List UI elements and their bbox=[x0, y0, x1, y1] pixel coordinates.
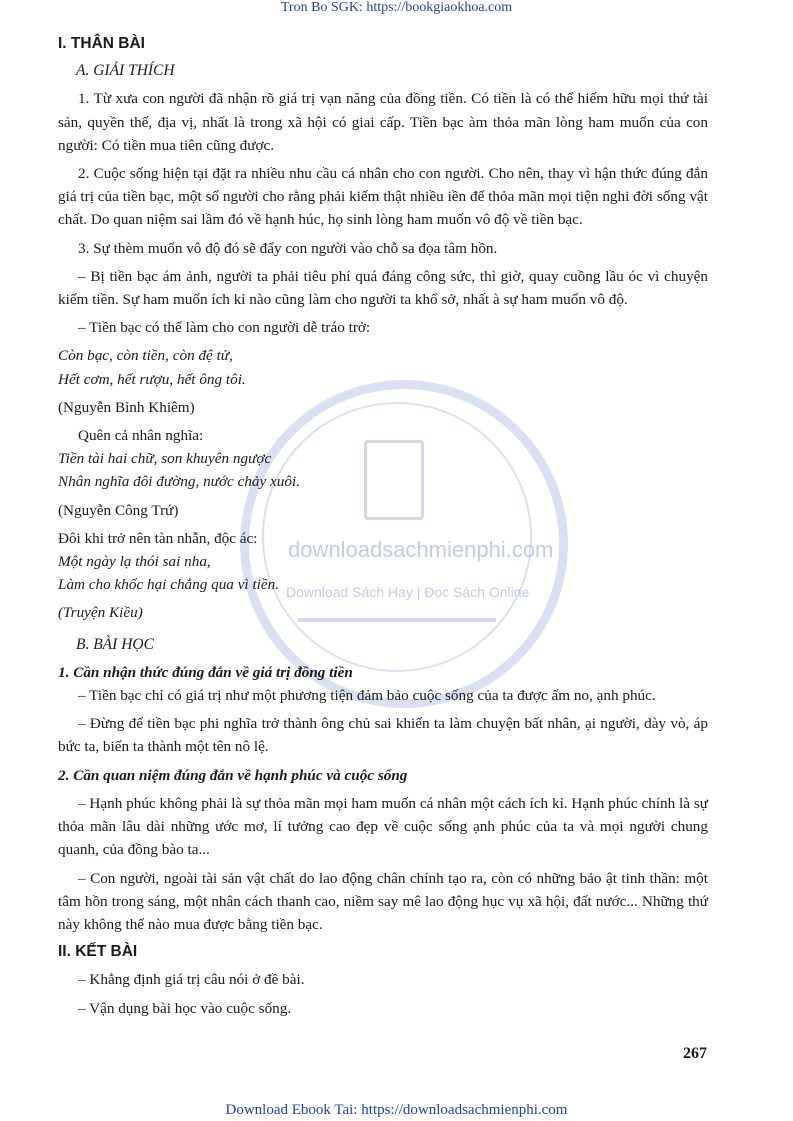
part-title-bai-hoc: B. BÀI HỌC bbox=[76, 635, 154, 653]
poem-1-line-2: Hết cơm, hết rượu, hết ông tôi. bbox=[58, 370, 246, 388]
paragraph-2: 2. Cuộc sống hiện tại đặt ra nhiều nhu cầu cá nhân cho con người. Cho nên, thay vì hận thức đúng đắn giá trị của tiền bạc, một số người cho rằng phải kiếm thật nhiều iền để thỏa mãn mọi tiện nghi đời sống vật chất. Do quan niệm sai lầm đó về hạnh húc, họ sinh lòng ham muốn vô độ về tiền bạc. bbox=[58, 165, 708, 229]
paragraph-1: 1. Từ xưa con người đã nhận rõ giá trị vạn năng của đồng tiền. Có tiền là có thể hiếm hữu mọi thứ tài sản, quyền thế, địa vị, nhất là trong xã hội có giai cấp. Tiền bạc àm thỏa mãn lòng ham muốn của con người: Có tiền mua tiên cũng được. bbox=[58, 90, 708, 154]
lesson-bullet-3: – Hạnh phúc không phải là sự thỏa mãn mọi ham muốn cá nhân một cách ích kỉ. Hạnh phúc chính là sự thỏa mãn lâu dài những ước mơ, lí tưởng cao đẹp về cuộc sống ạnh phúc của ta và mọi người chung quanh, của đồng bào ta... bbox=[58, 794, 708, 859]
subheading-1: 1. Cần nhận thức đúng đắn về giá trị đồng tiền bbox=[58, 663, 353, 681]
page-content bbox=[58, 32, 708, 1020]
lesson-bullet-2: – Đừng để tiền bạc phi nghĩa trở thành ông chủ sai khiến ta làm chuyện bất nhân, ại người, dày vò, áp bức ta, biến ta thành một tên nô lệ. bbox=[58, 715, 708, 756]
poem-1-line-1: Còn bạc, còn tiền, còn đệ tử, bbox=[58, 347, 233, 365]
watermark-text: downloadsachmienphi.com bbox=[288, 537, 554, 562]
poem-3-author: (Truyện Kiều) bbox=[58, 604, 143, 622]
poem-2-line-1: Tiền tài hai chữ, son khuyên ngược bbox=[58, 450, 272, 468]
paragraph-4: – Bị tiền bạc ám ảnh, người ta phải tiêu phí quá đáng công sức, thì giờ, quay cuồng lầu óc vì chuyện kiếm tiền. Sự ham muốn ích kỉ nào cũng làm cho người ta khổ sở, nhất à sự ham muốn vô độ. bbox=[58, 267, 708, 309]
part-title-giai-thich: A. GIẢI THÍCH bbox=[76, 62, 175, 80]
poem-1-author: (Nguyễn Bỉnh Khiêm) bbox=[58, 398, 195, 416]
paragraph-7: Đôi khi trở nên tàn nhẫn, độc ác: bbox=[58, 529, 258, 547]
section-title-than-bai: I. THÂN BÀI bbox=[58, 35, 145, 52]
paragraph-5: – Tiền bạc có thể làm cho con người dễ tráo trở: bbox=[78, 319, 371, 337]
poem-3-line-2: Làm cho khốc hại chẳng qua vì tiền. bbox=[58, 576, 280, 594]
poem-3-line-1: Một ngày lạ thói sai nha, bbox=[58, 553, 211, 571]
lesson-bullet-1: – Tiền bạc chỉ có giá trị như một phương tiện đảm bảo cuộc sống của ta được ấm no, ạnh phúc. bbox=[78, 687, 656, 705]
footer-link[interactable]: Download Ebook Tai: https://downloadsachmienphi.com bbox=[225, 1102, 568, 1118]
page-number: 267 bbox=[683, 1045, 707, 1062]
poem-2-author: (Nguyễn Công Trứ) bbox=[58, 501, 179, 519]
paragraph-6: Quên cả nhân nghĩa: bbox=[78, 427, 204, 445]
conclusion-bullet-1: – Khẳng định giá trị câu nói ở đề bài. bbox=[78, 971, 305, 989]
poem-2-line-2: Nhân nghĩa đôi đường, nước chảy xuôi. bbox=[58, 473, 300, 491]
subheading-2: 2. Cần quan niệm đúng đắn về hạnh phúc và cuộc sống bbox=[58, 766, 408, 784]
header-link[interactable]: Tron Bo SGK: https://bookgiaokhoa.com bbox=[280, 0, 513, 15]
lesson-bullet-4: – Con người, ngoài tài sản vật chất do lao động chân chính tạo ra, còn có những bảo ật tinh thần: một tâm hồn trong sáng, một nhân cách thanh cao, niềm say mê lao động hục vụ xã hội, đất nước... Những thứ này không thể nào mua được bằng tiền bạc. bbox=[58, 869, 708, 933]
paragraph-3: 3. Sự thèm muốn vô độ đó sẽ đẩy con người vào chỗ sa đọa tâm hồn. bbox=[78, 239, 498, 257]
section-title-ket-bai: II. KẾT BÀI bbox=[58, 943, 138, 961]
watermark-subtext: Download Sách Hay | Đọc Sách Online bbox=[286, 584, 530, 600]
conclusion-bullet-2: – Vận dụng bài học vào cuộc sống. bbox=[78, 999, 292, 1017]
